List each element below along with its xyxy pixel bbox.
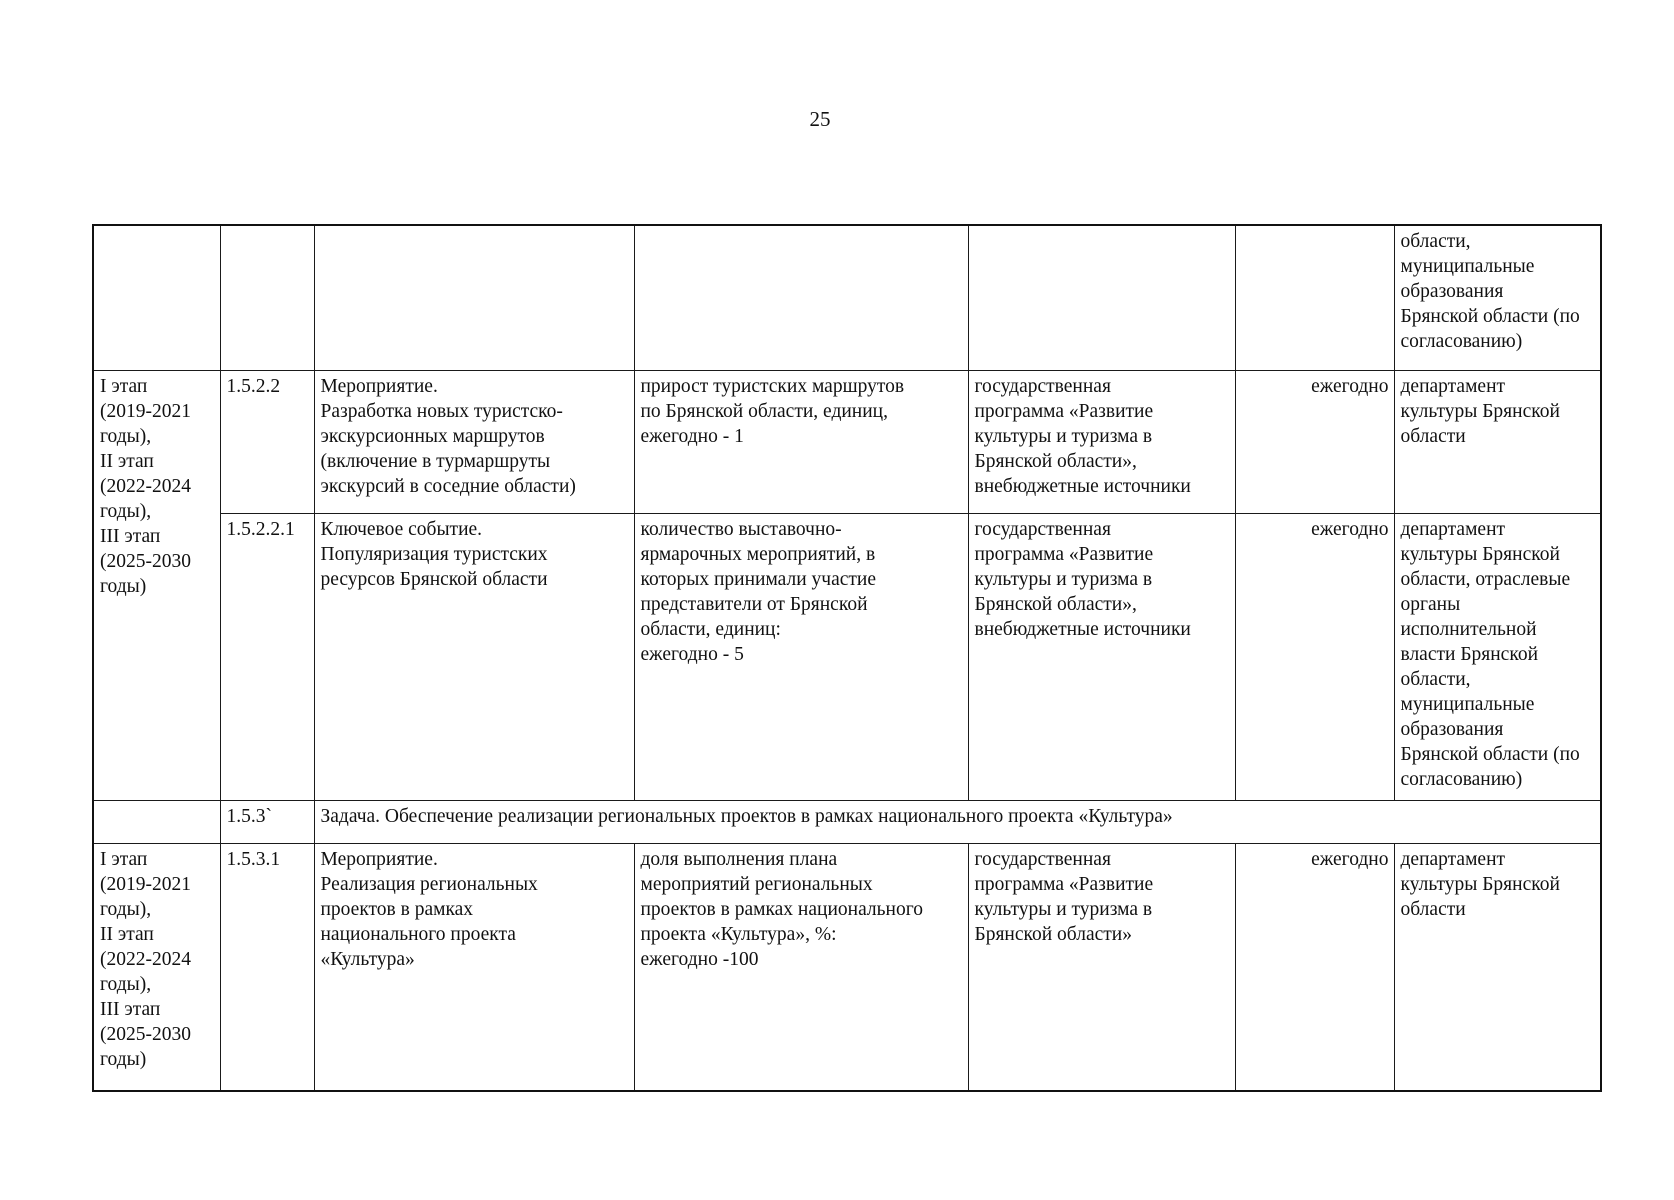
indicator-cell: количество выставочно- ярмарочных мероприятий, в которых принимали участие представители от Брянской области, единиц: ежегодно - 5 [634, 514, 968, 801]
stage-cell: I этап (2019-2021 годы), II этап (2022-2024 годы), III этап (2025-2030 годы) [93, 371, 220, 801]
task-row [93, 801, 1601, 844]
stage-cell [93, 225, 220, 371]
term-cell: ежегодно [1235, 514, 1394, 801]
name-cell: Мероприятие. Реализация региональных проектов в рамках национального проекта «Культура» [314, 844, 634, 1092]
executor-cell: области, муниципальные образования Брянской области (по согласованию) [1394, 225, 1601, 371]
executor-cell: департамент культуры Брянской области [1394, 371, 1601, 514]
executor-cell: департамент культуры Брянской области, отраслевые органы исполнительной власти Брянской области, муниципальные образования Брянской области (по согласованию) [1394, 514, 1601, 801]
source-cell [968, 225, 1235, 371]
stage-cell [93, 801, 220, 844]
term-cell: ежегодно [1235, 844, 1394, 1092]
code-cell [220, 225, 314, 371]
activities-table [92, 224, 1602, 1092]
code-cell: 1.5.2.2 [220, 371, 314, 514]
source-cell: государственная программа «Развитие культуры и туризма в Брянской области», внебюджетные источники [968, 514, 1235, 801]
page-number: 25 [809, 107, 831, 131]
name-cell: Ключевое событие. Популяризация туристских ресурсов Брянской области [314, 514, 634, 801]
indicator-cell: доля выполнения плана мероприятий региональных проектов в рамках национального проекта «Культура», %: ежегодно -100 [634, 844, 968, 1092]
table-row [93, 371, 1601, 514]
table-row [93, 844, 1601, 1092]
stage-cell: I этап (2019-2021 годы), II этап (2022-2024 годы), III этап (2025-2030 годы) [93, 844, 220, 1092]
name-cell [314, 225, 634, 371]
term-cell: ежегодно [1235, 371, 1394, 514]
executor-cell: департамент культуры Брянской области [1394, 844, 1601, 1092]
source-cell: государственная программа «Развитие культуры и туризма в Брянской области» [968, 844, 1235, 1092]
source-cell: государственная программа «Развитие культуры и туризма в Брянской области», внебюджетные источники [968, 371, 1235, 514]
code-cell: 1.5.2.2.1 [220, 514, 314, 801]
task-cell: Задача. Обеспечение реализации региональных проектов в рамках национального проекта «Культура» [314, 801, 1601, 844]
table-row [93, 225, 1601, 371]
indicator-cell [634, 225, 968, 371]
name-cell: Мероприятие. Разработка новых туристско- экскурсионных маршрутов (включение в турмаршруты экскурсий в соседние области) [314, 371, 634, 514]
code-cell: 1.5.3` [220, 801, 314, 844]
term-cell [1235, 225, 1394, 371]
table-row [93, 514, 1601, 801]
code-cell: 1.5.3.1 [220, 844, 314, 1092]
indicator-cell: прирост туристских маршрутов по Брянской области, единиц, ежегодно - 1 [634, 371, 968, 514]
